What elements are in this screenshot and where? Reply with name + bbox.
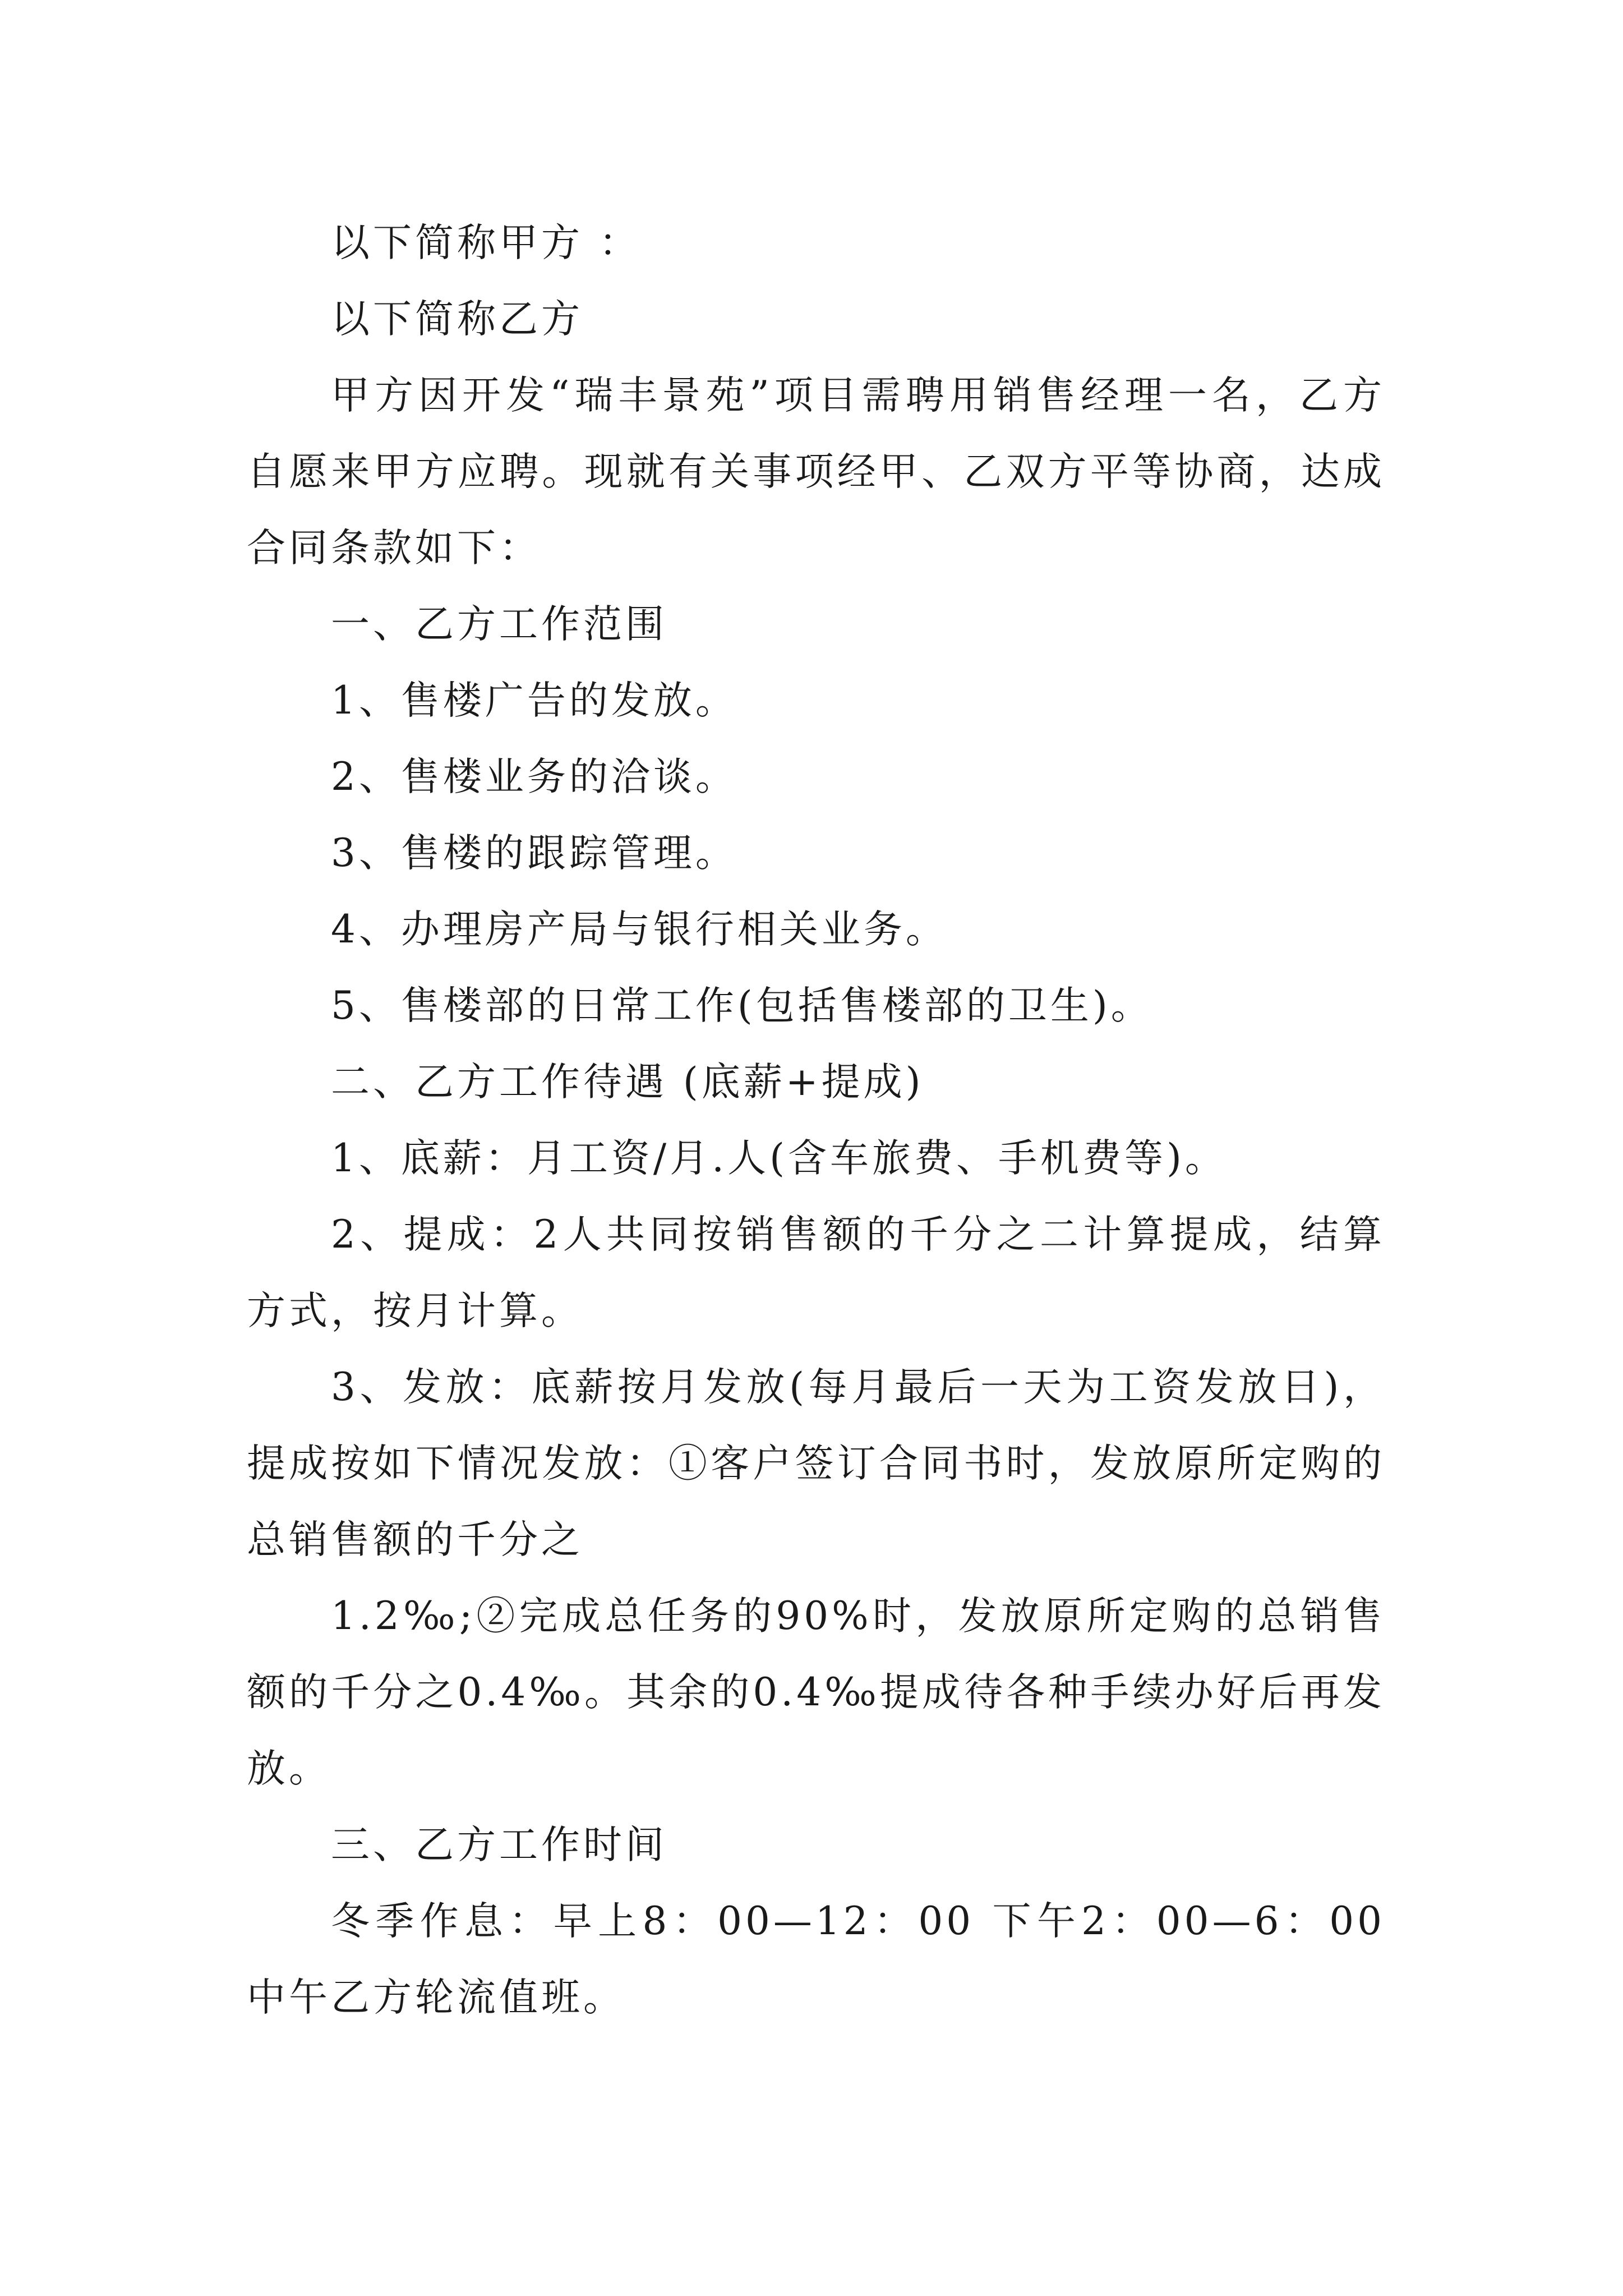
scope-item-2: 2、售楼业务的洽谈。 xyxy=(331,754,737,799)
winter-schedule-paragraph: 冬季作息：早上8：00—12：00 下午2：00—6：00 中午乙方轮流值班。 xyxy=(247,1899,1385,2020)
section-heading-working-hours: 三、乙方工作时间 xyxy=(331,1823,667,1867)
section-heading-compensation: 二、乙方工作待遇 (底薪+提成) xyxy=(331,1060,924,1105)
compensation-item-1: 1、底薪：月工资/月.人(含车旅费、手机费等)。 xyxy=(331,1136,1227,1181)
party-b-line: 以下简称乙方 xyxy=(331,297,583,342)
party-a-line: 以下简称甲方 ： xyxy=(331,220,641,265)
scope-item-3: 3、售楼的跟踪管理。 xyxy=(331,831,737,876)
section-heading-scope: 一、乙方工作范围 xyxy=(331,602,667,647)
compensation-item-3-continued: 1.2‰;②完成总任务的90%时，发放原所定购的总销售额的千分之0.4‰。其余的0.4‰提成待各种手续办好后再发放。 xyxy=(247,1594,1385,1791)
scope-item-1: 1、售楼广告的发放。 xyxy=(331,678,737,723)
scope-item-4: 4、办理房产局与银行相关业务。 xyxy=(331,907,948,952)
compensation-item-2: 2、提成：2人共同按销售额的千分之二计算提成，结算方式，按月计算。 xyxy=(247,1212,1385,1333)
document-body xyxy=(247,205,1385,2036)
scope-item-5: 5、售楼部的日常工作(包括售楼部的卫生)。 xyxy=(331,983,1153,1028)
compensation-item-3: 3、发放：底薪按月发放(每月最后一天为工资发放日)，提成按如下情况发放：①客户签订合同书时，发放原所定购的总销售额的千分之 xyxy=(247,1365,1385,1562)
preamble-paragraph: 甲方因开发“瑞丰景苑”项目需聘用销售经理一名，乙方自愿来甲方应聘。现就有关事项经甲、乙双方平等协商，达成合同条款如下： xyxy=(247,373,1385,570)
